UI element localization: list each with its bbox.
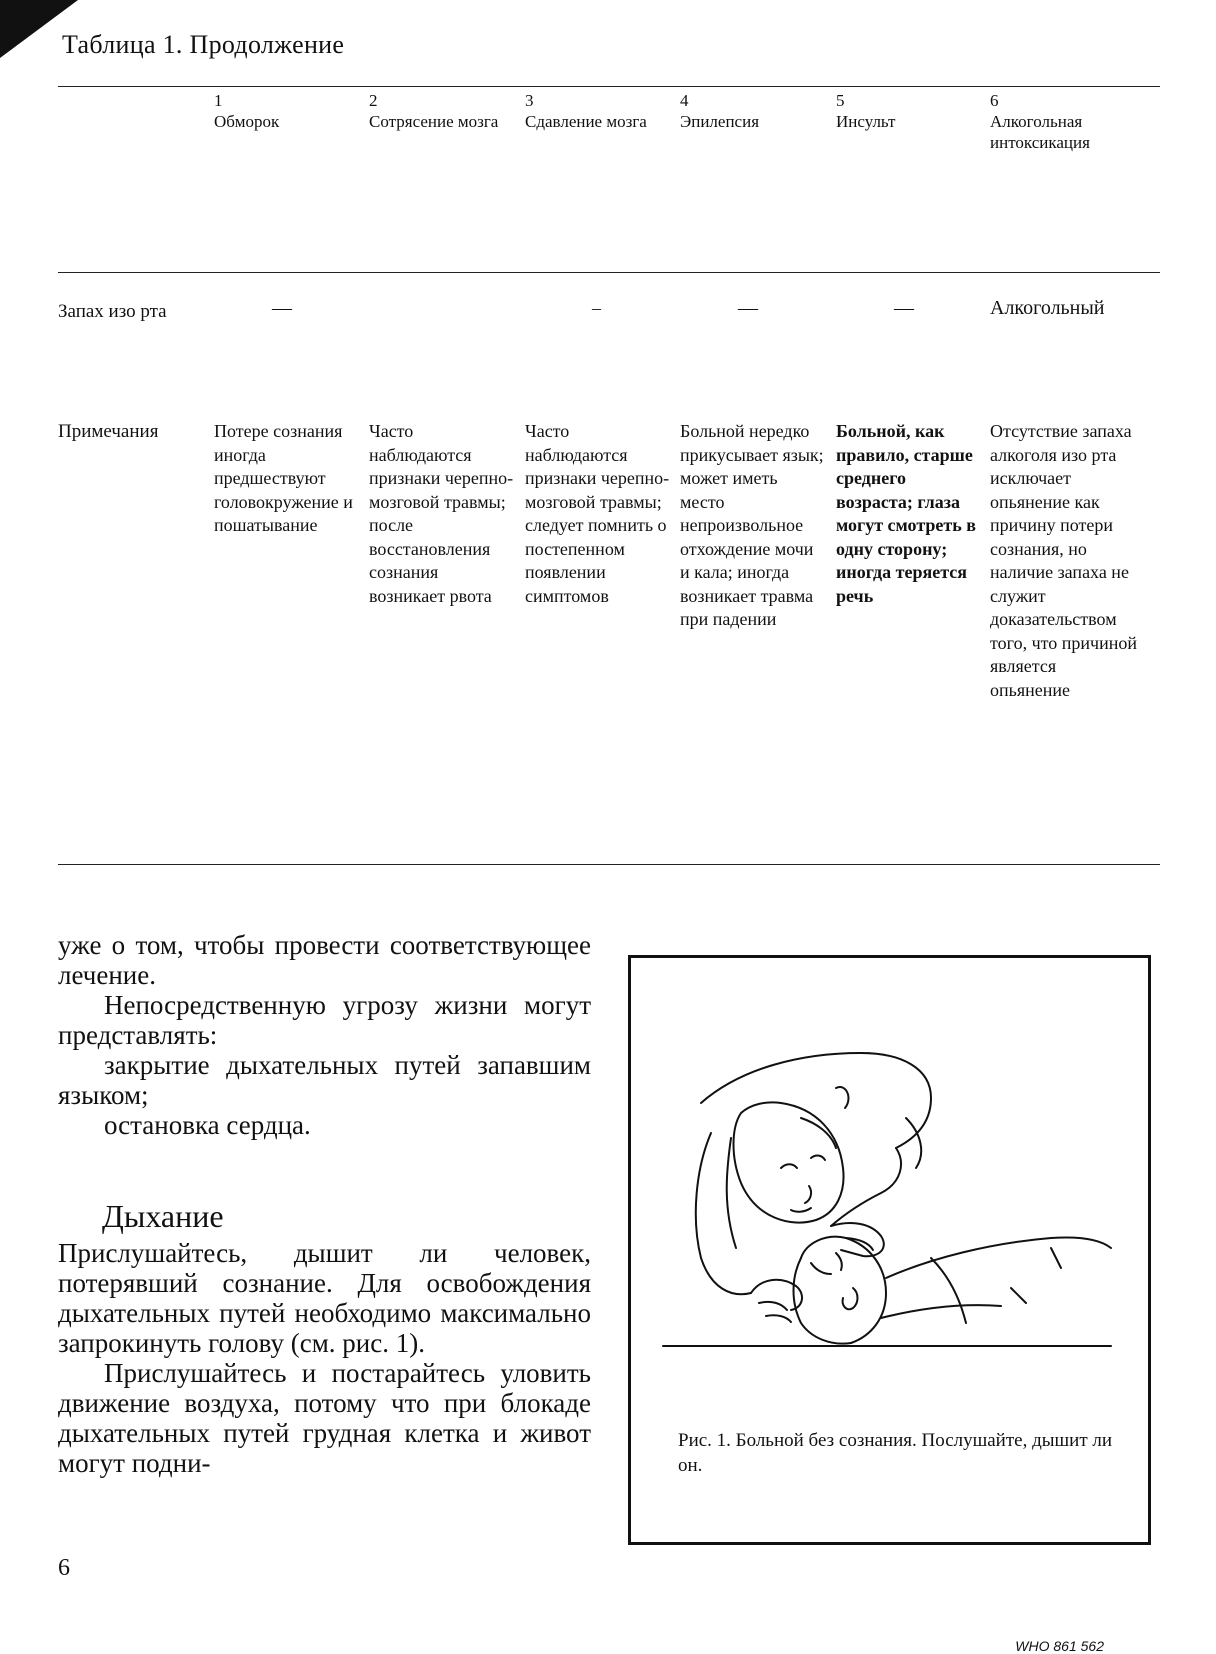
row-label-notes: Примечания bbox=[58, 421, 159, 442]
column-header-2: 2 Сотрясение мозга bbox=[369, 91, 499, 131]
table-bottom-rule bbox=[58, 864, 1160, 865]
table-cell: — bbox=[894, 297, 914, 319]
column-header-4: 4 Эпилепсия bbox=[680, 91, 760, 131]
paragraph: Прислушайтесь и постарайтесь уловить движение воздуха, потому что при блокаде дыхательных путей грудная клетка и живот могут подни- bbox=[58, 1358, 591, 1478]
table-top-rule bbox=[58, 86, 1160, 87]
table-cell: — bbox=[272, 297, 292, 319]
figure-code: WHO 861 562 bbox=[1015, 1638, 1104, 1654]
row-label-breath-odor: Запах изо рта bbox=[58, 301, 167, 322]
page-number: 6 bbox=[58, 1555, 70, 1581]
section-heading: Дыхание bbox=[102, 1198, 224, 1234]
table-cell: – bbox=[592, 298, 601, 318]
table-cell: Больной нередко прикусывает язык; может иметь место непроизвольное отхождение мочи и кала; иногда возникает травма при падении bbox=[680, 421, 824, 629]
column-header-3: 3 Сдавление мозга bbox=[525, 91, 647, 131]
table-cell: Часто наблюдаются признаки черепно-мозговой травмы; следует помнить о постепенном появлении симптомов bbox=[525, 421, 670, 606]
table-cell: Часто наблюдаются признаки черепно-мозговой травмы; после восстановления сознания возникает рвота bbox=[369, 421, 514, 606]
table-cell: Больной, как правило, старше среднего возраста; глаза могут смотреть в одну сторону; иногда теряется речь bbox=[836, 421, 976, 606]
paragraph: закрытие дыхательных путей запавшим языком; bbox=[58, 1050, 591, 1110]
table-cell: Алкогольный bbox=[990, 297, 1105, 319]
paragraph: уже о том, чтобы провести соответствующее лечение. bbox=[58, 930, 591, 990]
paragraph: Прислушайтесь, дышит ли человек, потерявший сознание. Для освобождения дыхательных путей необходимо максимально запрокинуть голову (см. рис. 1). bbox=[58, 1238, 591, 1358]
table-title: Таблица 1. Продолжение bbox=[62, 30, 345, 59]
column-header-6: 6 Алкогольная интоксикация bbox=[990, 91, 1090, 152]
table-cell: Отсутствие запаха алкоголя изо рта исключает опьянение как причину потери сознания, но наличие запаха не служит доказательством того, что причиной является опьянение bbox=[990, 421, 1137, 700]
figure-caption: Рис. 1. Больной без сознания. Послушайте, дышит ли он. bbox=[678, 1430, 1113, 1476]
column-header-1: 1 Обморок bbox=[214, 91, 280, 131]
table-cell: — bbox=[738, 297, 758, 319]
table-header-rule bbox=[58, 272, 1160, 273]
column-header-5: 5 Инсульт bbox=[836, 91, 896, 131]
table-cell: Потере сознания иногда предшествуют головокружение и пошатывание bbox=[214, 421, 353, 535]
paragraph: остановка сердца. bbox=[104, 1110, 311, 1140]
body-text-top bbox=[58, 930, 591, 1140]
body-text-bottom bbox=[58, 1238, 591, 1478]
paragraph: Непосредственную угрозу жизни могут представлять: bbox=[58, 990, 591, 1050]
